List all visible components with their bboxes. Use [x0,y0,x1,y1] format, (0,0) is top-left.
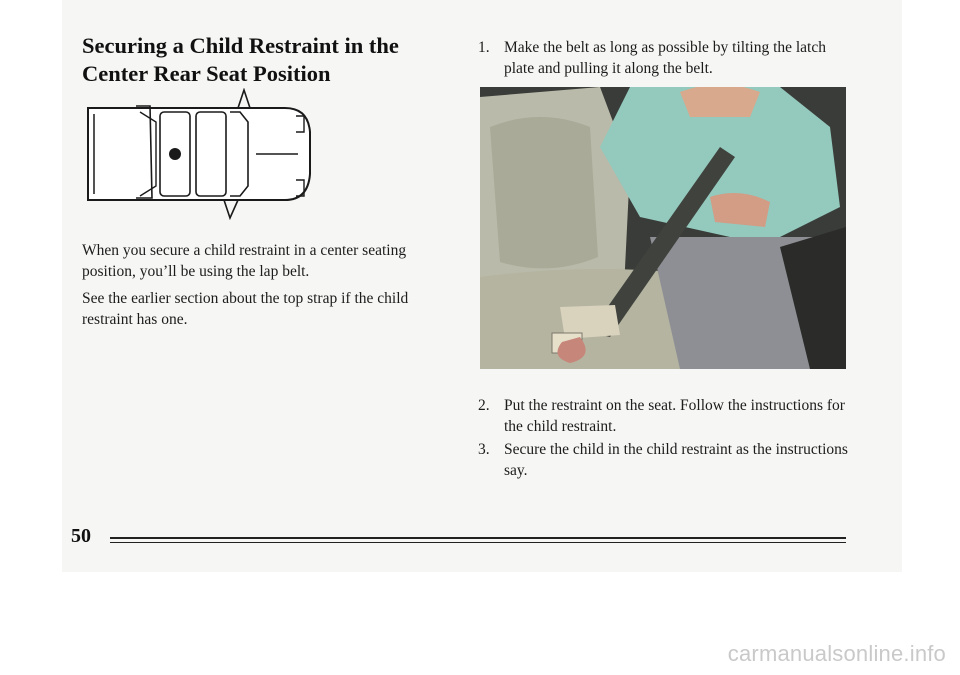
person-adjusting-seat-belt-photo [480,87,846,369]
vehicle-top-view-center-seat-icon [80,88,320,220]
step-text: Put the restraint on the seat. Follow the instructions for the child restraint. [504,397,845,435]
step-text: Make the belt as long as possible by tilting the latch plate and pulling it along the belt. [504,39,826,77]
step-number: 1. [478,39,490,56]
footer-rule [110,537,846,539]
paragraph-lap-belt: When you secure a child restraint in a center seating position, you’ll be using the lap belt. [82,242,407,280]
page-title: Securing a Child Restraint in the Center Rear Seat Position [82,33,399,86]
step-text: Secure the child in the child restraint as the instructions say. [504,441,848,479]
footer-rule [110,542,846,543]
step-item [478,439,858,481]
step-number: 3. [478,441,490,458]
step-item [478,37,858,79]
step-item [478,395,858,437]
paragraph-top-strap: See the earlier section about the top strap if the child restraint has one. [82,290,409,328]
page-number: 50 [71,525,91,547]
watermark-text: carmanualsonline.info [727,641,946,666]
step-number: 2. [478,397,490,414]
